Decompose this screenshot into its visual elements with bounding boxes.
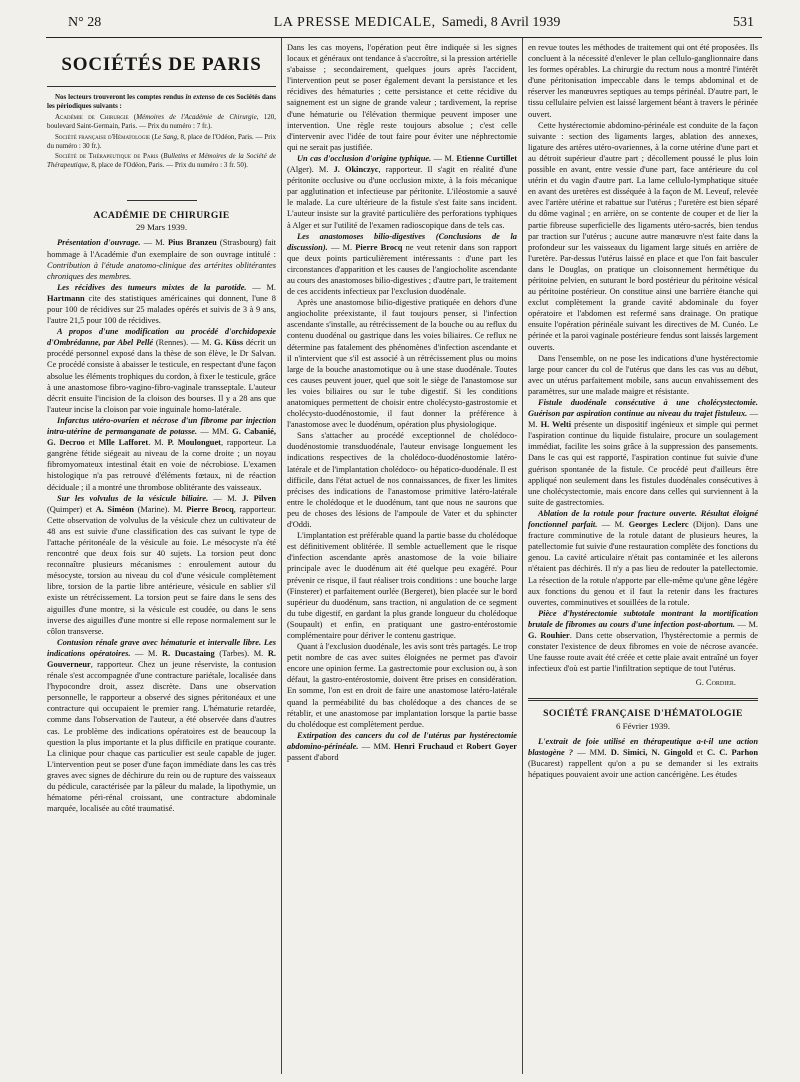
article-title: Contusion rénale grave avec hématurie et intervalle libre. Les indications opératoires. xyxy=(47,637,276,658)
column-rule xyxy=(522,38,523,1074)
paragraph-text: L'implantation est préférable quand la partie basse du cholédoque est définitivement oblitérée. Il semble actuellement que le risque d'infection ascendante après anastomose de la voie biliaire principale avec le duodénum ait été quelque peu exagéré. Pour prévenir ce risque, il faut réaliser trois conditions : une bouche large (Finsterer) et parfaitement ourlée (Bergeret), bien placée sur le bord supérieur du duodénum, sans traction, ni angulation de ce segment du tube digestif, en gardant la plus grande longueur du cholédoque (Soupault) et enfin, en pratiquant une gastro-entérostomie complémentaire pour dériver le contenu gastrique. xyxy=(287,531,517,640)
article-title: Les anastomoses bilio-digestives (Conclusions de la discussion). xyxy=(287,231,517,252)
page-number: 531 xyxy=(733,15,754,30)
paragraph-text: et xyxy=(84,438,99,448)
paragraph-text: (Tarbes). M. xyxy=(214,648,268,658)
paragraph-text: (Bucarest) rappellent qu'on a pu se demander si les extraits hépatiques pouvaient avoir une action cancérigène. Les études xyxy=(528,758,758,779)
paragraph-text: — M. xyxy=(246,282,276,292)
article-paragraph xyxy=(47,493,276,637)
article-title: Les récidives des tumeurs mixtes de la parotide. xyxy=(57,282,247,292)
work-title: Bulletins et Mémoires de la Société de Thérapeutique xyxy=(47,152,276,170)
society-name: Société de Thérapeutique de Paris xyxy=(55,152,159,161)
paragraph-text: (Strasbourg) fait hommage à l'Académie d'un exemplaire de son ouvrage intitulé : xyxy=(47,238,276,259)
article-paragraph xyxy=(287,297,517,430)
paragraph-text: , 120, boulevard Saint-Germain, Paris. — Prix du numéro : 7 fr.). xyxy=(47,112,276,130)
paragraph-text: — M. xyxy=(130,648,163,658)
paragraph-text: (Quimper) et xyxy=(47,504,96,514)
author-name: J. Pilven xyxy=(242,493,277,503)
article-paragraph xyxy=(287,42,517,153)
article-title: in extenso xyxy=(185,93,215,101)
article-paragraph xyxy=(47,237,276,281)
work-title: Mémoires de l'Académie de Chirurgie xyxy=(136,112,257,121)
intro-note xyxy=(47,152,276,170)
intro-note xyxy=(47,113,276,131)
paragraph-text: — M. xyxy=(431,153,457,163)
author-name: Etienne Curtillet xyxy=(456,153,518,163)
paragraph-text: , 8, place de l'Odéon, Paris. — Prix du numéro : 30 fr.). xyxy=(47,132,276,150)
section-title: SOCIÉTÉS DE PARIS xyxy=(47,42,276,87)
paragraph-text: Sans s'attacher au procédé exceptionnel de cholédoco-duodénostomie transduodénale, l'auteur envisage longuement les indications respectives de la cholédoco-duodénostomie latéro-latérale et de l'implantation cholédoco- ou hépatico-duodénale. Il est difficile, dans l'état actuel de nos connaissances, de fixer les limites précises des indications de l'anastomose primitive latéro-latérale entre le cholédoque et le duodénum, tant que nous ne saurons que peu de choses des lésions de l'ampoule de Vater et du sphincter d'Oddi. xyxy=(287,431,517,530)
article-paragraph xyxy=(47,637,276,815)
column-2 xyxy=(287,42,517,763)
author-name: G. Cabanié, G. Decroo xyxy=(47,427,276,448)
author-name: Pierre Brocq xyxy=(186,504,234,514)
article-paragraph xyxy=(287,530,517,641)
column-3 xyxy=(528,42,758,780)
paragraph-text: , rapporteur. Il s'agit en réalité d'une péritonite occlusive ou d'une occlusion mixte, à la fois mécanique par agglutination et infectieuse par péritonite. L'iléostomie a sauvé le malade. La cure ultérieure de la fistule s'est faite sans incident. L'auteur insiste sur la gravité particulière des perforations typhiques à Alger et sur l'utilité de l'examen radioscopique dans de tels cas. xyxy=(287,165,517,230)
paragraph-text: . Dans cette observation, l'hystérectomie a permis de constater l'existence de deux fibromes en voie de nécrose avancée. Une fausse route avait été créée et cette plaie avait entraîné un foyer infectieux d'où est partie l'infiltration septique de tout l'utérus. xyxy=(528,630,758,674)
article-paragraph xyxy=(287,153,517,231)
work-title: Contribution à l'étude anatomo-clinique des artérites oblitérantes chroniques des membres. xyxy=(47,260,276,281)
paragraph-text: Dans l'ensemble, on ne pose les indications d'une hystérectomie large pour cancer du col de l'utérus que dans les cas vus au début, avec un utérus parfaitement mobile, sans aucun envahissement des paramètres, sur une malade maigre et résistante. xyxy=(528,353,758,396)
society-name: Société française d'Hématologie xyxy=(55,132,151,141)
author-name: Pierre Brocq xyxy=(355,242,403,252)
paragraph-text: Après une anastomose bilio-digestive pratiquée en dehors d'une angiocholite préexistante, il faut toujours penser, si l'infection ascendante s'installe, au rétrécissement de la bouche ou au reflux du contenu duodénal ou gastrique dans les voies biliaires. Ce reflux ne détermine pas fatalement des phénomènes d'infection ascendante et il n'intervient que s'il est associé à un rétrécissement plus ou moins large de la bouche anastomotique ou à une stase duodénale. Toutes ces causes peuvent jouer, quel que soit le siège de l'anastomose sur les voies biliaires ou sur le tube digestif. Si les conditions anatomiques permettent de choisir entre cholécysto-gastrostomie et cholécysto-duodénostomie, il faut donner la préférence à l'anastomose avec le duodénum, opération plus physiologique. xyxy=(287,298,517,430)
paragraph-text: — MM. xyxy=(358,741,394,751)
column-rule xyxy=(281,38,282,1074)
paragraph-text: ( xyxy=(158,152,164,161)
article-paragraph xyxy=(528,736,758,780)
work-title: Le Sang xyxy=(154,132,178,141)
article-paragraph xyxy=(528,120,758,353)
author-name: P. Moulonguet xyxy=(167,438,221,448)
paragraph-text: (Marine). M. xyxy=(133,504,187,514)
author-name: Henri Fruchaud xyxy=(393,741,454,751)
column-1 xyxy=(47,42,276,814)
signature: G. Cordier. xyxy=(695,678,736,688)
author-name: R. Ducastaing xyxy=(162,648,215,658)
article-title: Infarctus utéro-ovarien et nécrose d'un fibrome par injection intra-utérine de permanganate de potasse. xyxy=(47,415,276,437)
author-name: H. Welti xyxy=(540,420,572,430)
article-title: L'extrait de foie utilisé en thérapeutique a-t-il une action blastogène ? xyxy=(528,736,758,757)
author-name: Robert Goyer xyxy=(466,741,517,751)
author-name: Georges Leclerc xyxy=(628,520,689,530)
issue-date: Samedi, 8 Avril 1939 xyxy=(441,15,561,30)
intro-note xyxy=(47,133,276,151)
article-paragraph xyxy=(528,397,758,508)
article-paragraph xyxy=(47,415,276,493)
article-paragraph xyxy=(47,326,276,415)
session-date: 6 Février 1939. xyxy=(616,720,670,731)
article-paragraph xyxy=(287,730,517,763)
author-name: G. Rouhier xyxy=(528,630,570,640)
paragraph-text: Quant à l'exclusion duodénale, les avis sont très partagés. Le trop petit nombre de cas avec suites éloignées ne permet pas d'avoir encore une opinion ferme. La gastrectomie pour exclusion ou, à son défaut, la gastro-entérostomie, doivent être prises en considération. En somme, l'on est en droit de faire une anastomose latéro-latérale quand la perméabilité du bas cholédoque a des chances de se rétablir, et une anastomose par implantation lorsque la partie basse du cholédoque est complètement perdue. xyxy=(287,642,517,729)
society-heading: ACADÉMIE DE CHIRURGIE xyxy=(47,200,276,221)
paragraph-text: passent d'abord xyxy=(287,753,339,762)
author-name: Hartmann xyxy=(47,293,85,303)
paragraph-text: — M. xyxy=(327,242,356,252)
paragraph-text: Dans les cas moyens, l'opération peut être indiquée si les signes locaux et généraux ont tendance à s'accroître, si la pression artérielle s'abaisse ; secondairement, quelques jours après l'accident, l'intervention peut se poser également devant la persistance et les récidives des hématuries ; cette persistance et cette récidive du saignement est un signe de grande valeur ; tardivement, la reprise d'une hématurie ou l'élévation thermique peuvent imposer une intervention. Une règle reste toujours absolue ; c'est celle d'intervenir avec l'idée de tout faire pour éviter une néphrectomie qui ne serait pas justifiée. xyxy=(287,43,517,152)
paragraph-text: ( xyxy=(128,112,137,121)
author-name: Pius Branzeu xyxy=(167,238,217,248)
paragraph-text: décrit un procédé personnel exposé dans la thèse de son élève, le Dr Salvan. Ce procédé consiste à abaisser le testicule, en respectant d'une façon absolue les éléments trophiques du cordon, à fixer le testicule, grâce à une anastomose fibro-vagino-fibro-vaginale transseptale. L'auteur décrit ensuite l'incision de la cloison des bourses. Il y a 28 ans que l'auteur incise la cloison par voie inguinale homo-latérale. xyxy=(47,338,276,414)
journal-name: LA PRESSE MEDICALE, xyxy=(273,15,436,30)
article-title: Présentation d'ouvrage. xyxy=(57,238,141,248)
author-name: A. Siméon xyxy=(95,504,134,514)
paragraph-text: — M. xyxy=(734,619,758,629)
article-title: A propos d'une modification au procédé d'orchidopexie d'Ombrédanne, par Abel Pellé xyxy=(47,327,276,348)
paragraph-text: Cette hystérectomie abdomino-périnéale est conduite de la façon suivante : section des ligaments larges, ablation des annexes, ligature des artères utéro-ovariennes, à la corne utérine d'une part et au détroit supérieur d'autre part ; décollement poussé le plus loin possible en avant, entre vessie d'une part, face antérieure du col utérin et du vagin d'autre part. La lame cellulo-lymphatique située en avant des uretères est disséquée à la façon de M. Leveuf, relevée avec l'artère utérine et rabattue sur l'utérus ; l'uretère est bien séparé du dôme vaginal ; en arrière, on se contente de couper et de lier la partie fibreuse superficielle des ligaments utéro-sacrés, bien tendus par traction sur l'utérus ; aucune autre manœuvre n'est faite dans la profondeur sur les vaisseaux du ligament large situés en arrière de l'uretère. Par-dessus l'utérus laissé en place et que l'on fait basculer dans le Douglas, on pratique un cloisonnement hermétique du péritoine pelvien, en suturant le bord postérieur du péritoine vésical au péritoine postérieur. On constitue ainsi une barrière étanche qui exclut complètement la grande cavité abdominale du foyer opératoire et l'abdomen est refermé sans drainage. On pratique ensuite l'opération périnéale suivant les directives de M. Cunéo. Le périnée et la paroi vaginale postérieure fendus sont laissés largement ouverts. xyxy=(528,120,758,352)
masthead xyxy=(274,15,561,31)
paragraph-text: et xyxy=(453,741,467,751)
article-paragraph xyxy=(528,608,758,675)
paragraph-text: (Rennes). — M. xyxy=(153,338,215,348)
author-name: Mlle Lafforet xyxy=(98,438,149,448)
article-title: Un cas d'occlusion d'origine typhique. xyxy=(297,153,432,163)
article-paragraph xyxy=(287,641,517,730)
article-paragraph xyxy=(528,42,758,120)
article-title: Pièce d'hystérectomie subtotale montrant la mortification brutale de fibromes au cours d'une infection post-abortum. xyxy=(528,608,758,629)
author-name: C. C. Parhon xyxy=(706,747,758,757)
issue-number: N° 28 xyxy=(68,15,102,30)
paragraph-text: en revue toutes les méthodes de traitement qui ont été proposées. Ils concluent à la nécessité d'enlever le plan cellulo-ganglionnaire dans les formes opérables. La chirurgie du rectum nous a montré l'intérêt d'une péritonisation impeccable dans le temps abdominal et de réserver les manœuvres septiques au temps périnéal. D'autre part, le tissu cellulaire pelvien est laissé largement béant à travers le périnée ouvert. xyxy=(528,43,758,119)
author-name: R. Gouverneur xyxy=(47,648,276,669)
paragraph-text: — M. xyxy=(528,409,758,430)
paragraph-text: et xyxy=(692,747,707,757)
article-title: Fistule duodénale consécutive à une cholécystectomie. Guérison par aspiration continue au niveau du trajet fistuleux. xyxy=(528,398,758,419)
society-name: Académie de Chirurgie xyxy=(55,112,129,121)
paragraph-text: présente un dispositif ingénieux et simple qui permet l'aspiration continue du liquide fistulaire, procure un soulagement immédiat, facilite les soins grâce à la suppression des pansements. Dans le cas qui est rapporté, l'aspiration continue fut suivie d'une guérison spontanée de la fistule. Ce procédé peut d'ailleurs être appliqué non seulement dans les fistules duodénales consécutives à une cholécystectomie, mais encore dans celles qui surviennent à la suite de gastrectomies. xyxy=(528,420,759,507)
author-name: G. Küss xyxy=(214,338,244,348)
paragraph-text: (Alger). M. xyxy=(287,165,334,175)
paragraph-text: cite des statistiques américaines qui donnent, l'une 8 pour 100 de récidives sur 25 malades opérés et suivis de 3 à 9 ans, l'autre 21,5 pour 100 de récidives. xyxy=(47,293,276,326)
author-name: J. Okinczyc xyxy=(333,165,379,175)
paragraph-text: — M. xyxy=(140,238,168,248)
page-header xyxy=(68,15,754,35)
article-paragraph xyxy=(287,231,517,298)
paragraph-text: ( xyxy=(150,132,155,141)
session-date: 29 Mars 1939. xyxy=(135,222,188,233)
paragraph-text: (Dijon). Dans une fracture comminutive de la rotule datant de plusieurs heures, la patellectomie fut suivie d'une restauration complète des fonctions du genou. La cavité articulaire n'était pas contaminée et les ailerons n'étaient pas déchirés. Il n'y a pas lieu de redouter la patellectomie. La résection de la rotule n'apporte par elle-même qu'une gêne légère aux fonctions du genou et il faut la retenir dans les fractures ouvertes, comminutives et souillées de la rotule. xyxy=(528,520,758,607)
paragraph-text: , rapporteur. La gangrène fétide siégeait au niveau de la corne droite ; un noyau fibromyomateux intestinal était en voie de nécrobiose. L'examen histologique n'a pas retrouvé d'éléments fœtaux, ni de réaction déciduale ; il a montré une thrombose oblitérante des vaisseaux. xyxy=(47,438,277,492)
paragraph-text: — M. xyxy=(208,493,243,503)
paragraph-text: , rapporteur. Cette observation de volvulus de la vésicule chez un cultivateur de 48 ans est suivie d'une classification des cas suivant le type de l'attache péritonéale de la vésicule au foie. Le mésocyste n'a été rencontré que deux fois sur 40 sujets. La torsion peut donc reconnaître plusieurs mécanismes : enroulement autour du mésocyste, torsion au niveau du col d'une vésicule complètement libre, torsion de la partie libre antérieure, vésicule en sablier s'il existe un rétrécissement. La torsion peut se faire dans le sens des aiguilles d'une montre, si la vésicule est coudée, ou dans le sens inverse des aiguilles d'une montre si elle repose normalement sur le côlon transverse. xyxy=(47,504,276,636)
article-title: Extirpation des cancers du col de l'utérus par hystérectomie abdomino-périnéale. xyxy=(287,730,517,751)
author-name: de ces Sociétés dans les périodiques suivants : xyxy=(47,93,276,110)
article-paragraph xyxy=(528,508,758,608)
society-heading: SOCIÉTÉ FRANÇAISE D'HÉMATOLOGIE xyxy=(528,698,758,719)
article-paragraph xyxy=(47,282,276,326)
paragraph-text: — MM. xyxy=(573,747,611,757)
paragraph-text: — M. xyxy=(597,520,629,530)
author-name: D. Simici, N. Gingold xyxy=(610,747,693,757)
article-title: Ablation de la rotule pour fracture ouverte. Résultat éloigné fonctionnel parfait. xyxy=(528,508,758,530)
author-name: Nos lecteurs trouveront les comptes rendus xyxy=(55,93,186,101)
paragraph-text: . M. xyxy=(148,438,168,448)
intro-note xyxy=(47,93,276,111)
article-paragraph xyxy=(287,430,517,530)
article-title: Sur les volvulus de la vésicule biliaire. xyxy=(57,493,209,503)
paragraph-text: , 8, place de l'Odéon, Paris. — Prix du numéro : 3 fr. 50). xyxy=(87,161,248,170)
header-rule xyxy=(46,37,762,38)
paragraph-text: — MM. xyxy=(197,427,233,437)
paragraph-text: , rapporteur. Chez un jeune réserviste, la contusion rénale s'est accompagnée d'une contracture pariétale, localisée dans l'hypocondre droit, assez discrète. Dans une observation personnelle, le rapporteur a observé des signes péritonéaux et une contracture qui occupaient le premier rang. L'hématurie retardée, comme dans l'observation de l'auteur, a été observée dans d'autres cas. Le problème des indications opératoires est de beaucoup la question la plus importante et la plus difficile en pratique courante. La clinique pour chaque cas particulier est seule capable de juger. L'intervention peut se poser d'une façon immédiate dans les cas très graves avec signes de déchirure du rein ou de rupture des vaisseaux du pédicule, caractérisée par la pâleur du malade, la lipothymie, un hématome péri-rénal croissant, une contracture abdominale marquée, localisée au côté traumatisé. xyxy=(47,660,276,814)
paragraph-text: ne veut retenir dans son rapport que deux points particulièrement intéressants : d'une part les circonstances d'apparition et les causes de l'angiocholite ascendante au cours des anastomoses bilio-digestives ; d'autre part, le traitement de ces accidents infectieux par l'exclusion duodénale. xyxy=(287,242,518,297)
article-paragraph xyxy=(528,353,758,397)
